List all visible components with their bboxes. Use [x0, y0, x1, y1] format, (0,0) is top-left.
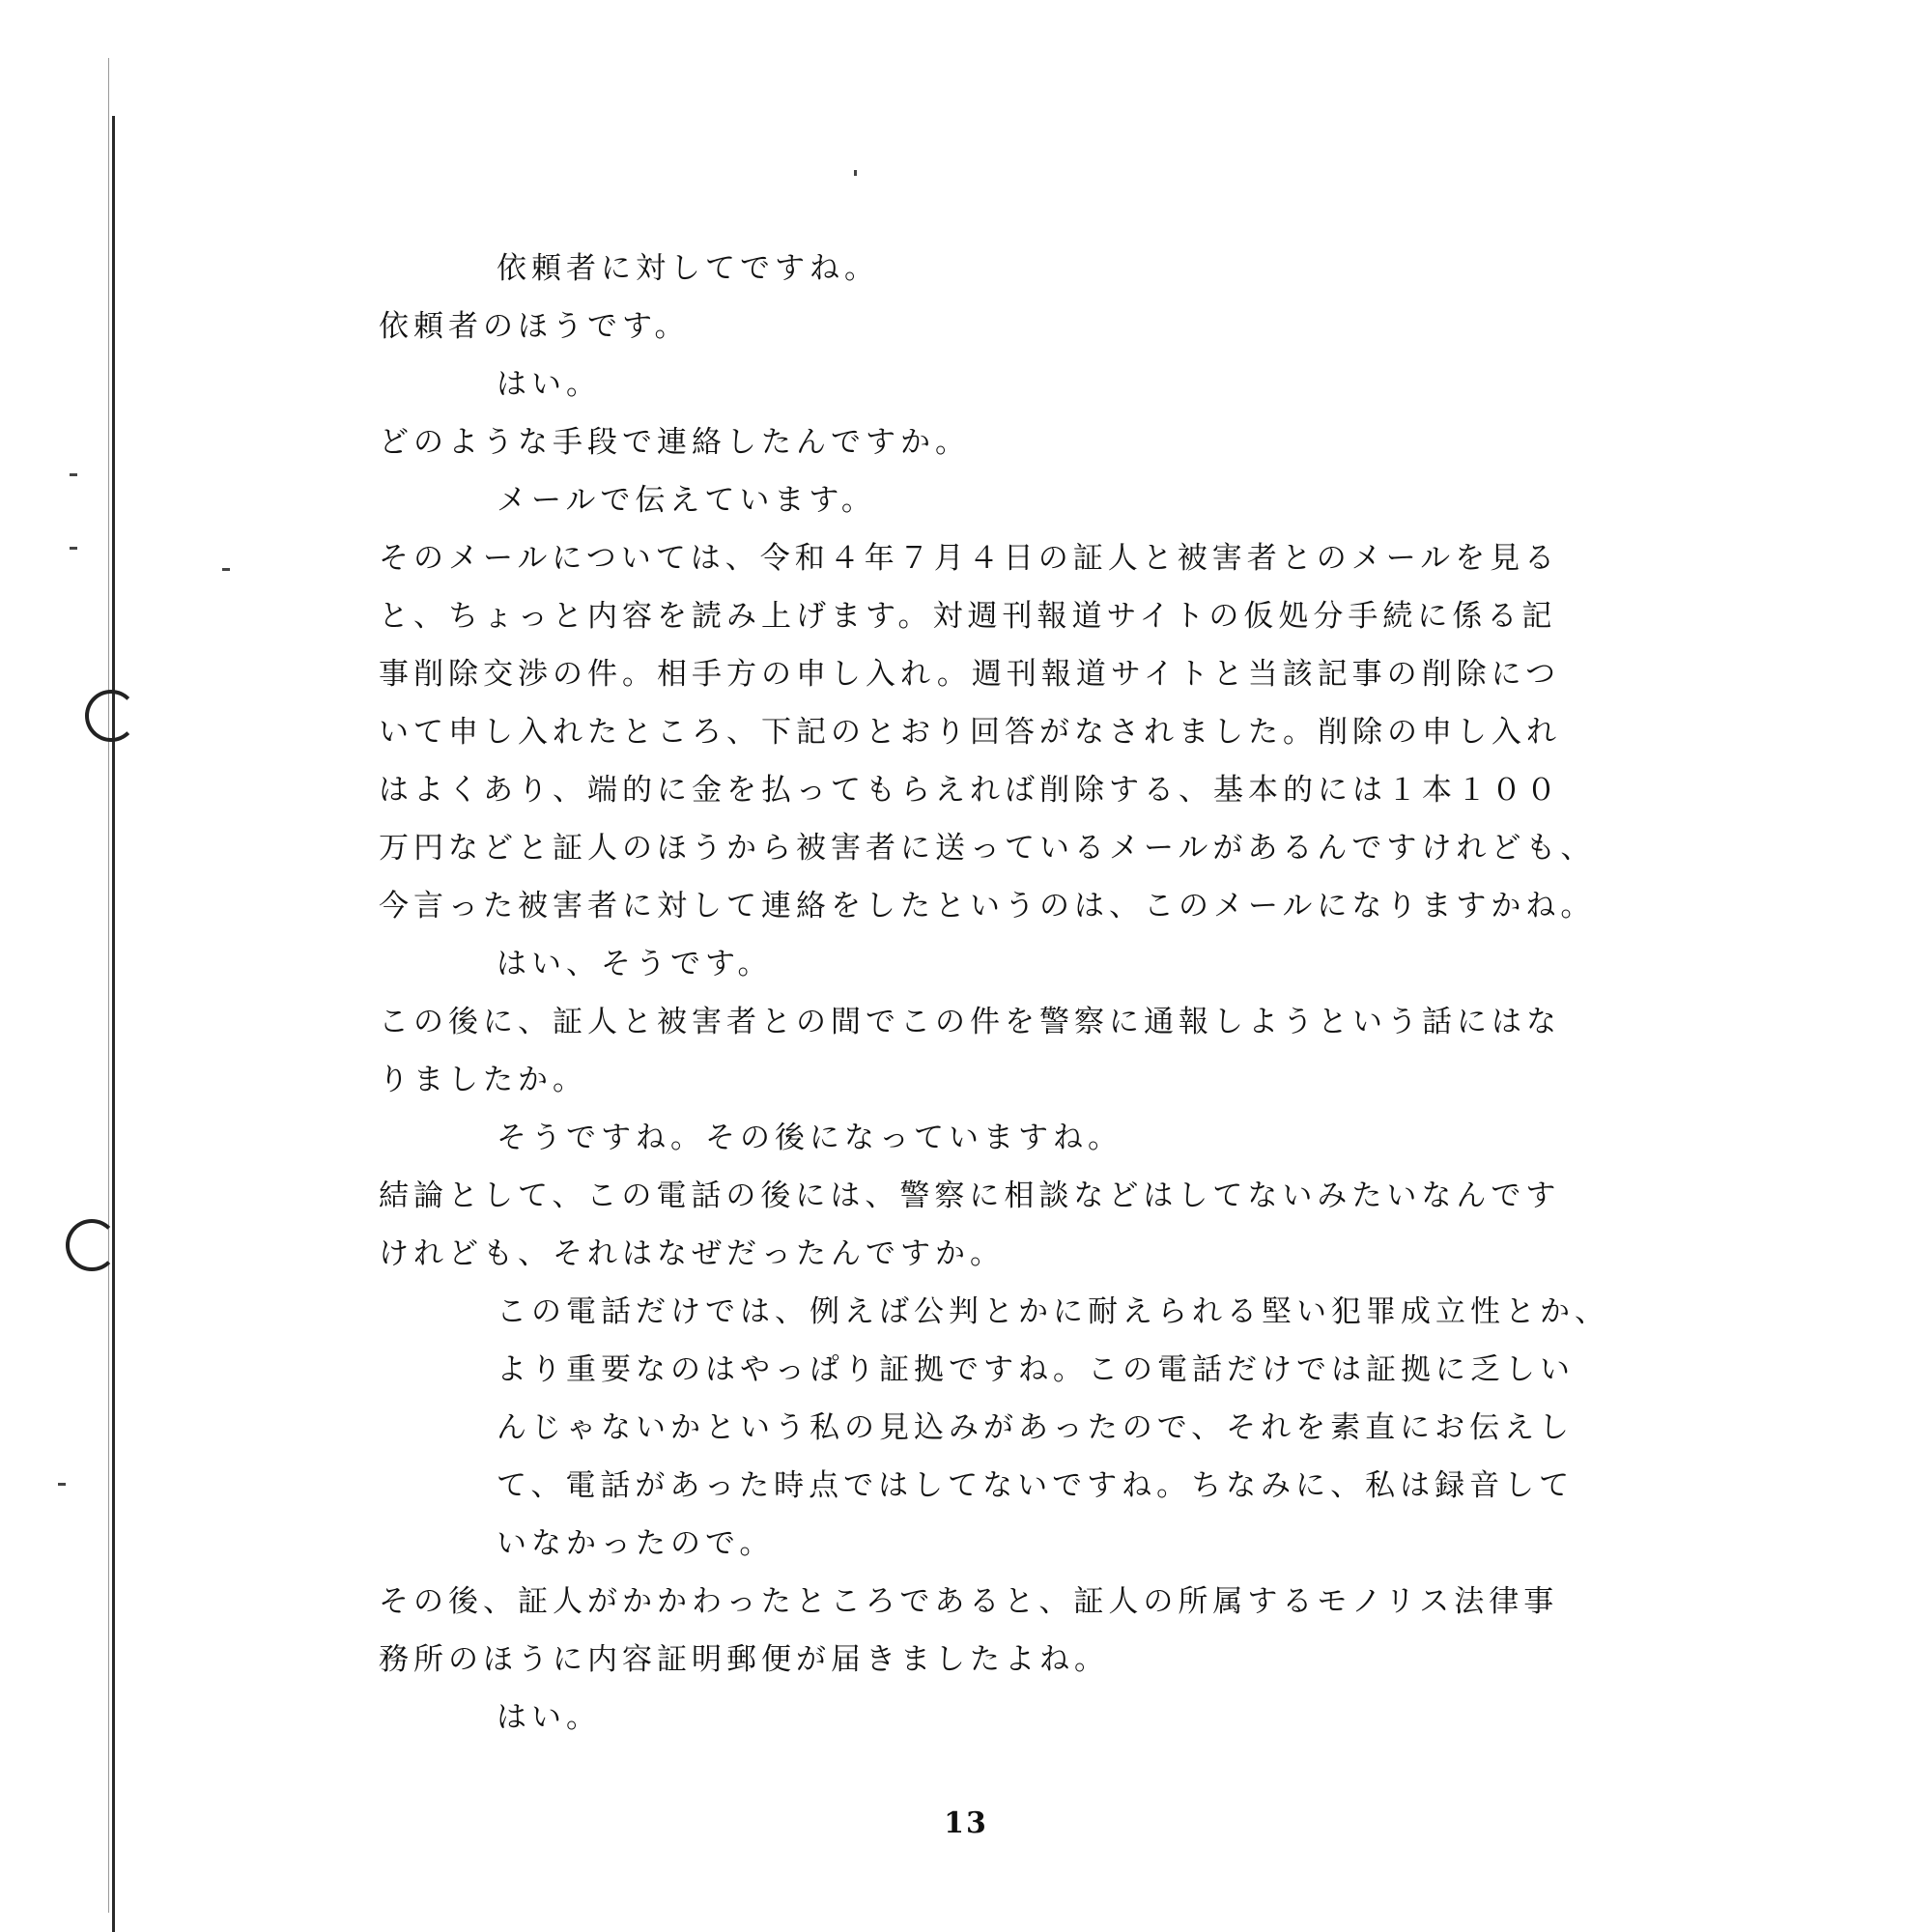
question-line: はよくあり、端的に金を払ってもらえれば削除する、基本的には１本１００ — [379, 773, 1561, 808]
question-line: と、ちょっと内容を読み上げます。対週刊報道サイトの仮処分手続に係る記 — [379, 599, 1557, 634]
punch-hole-icon — [66, 1219, 118, 1271]
question-line: そのメールについては、令和４年７月４日の証人と被害者とのメールを見る — [379, 541, 1560, 576]
answer-line: て、電話があった時点ではしてないですね。ちなみに、私は録音して — [497, 1468, 1575, 1503]
answer-line: いなかったので。 — [497, 1526, 775, 1561]
question-line: その後、証人がかかわったところであると、証人の所属するモノリス法律事 — [379, 1584, 1559, 1619]
question-line: けれども、それはなぜだったんですか。 — [379, 1236, 1005, 1271]
scan-speck — [70, 547, 77, 550]
answer-line: んじゃないかという私の見込みがあったので、それを素直にお伝えし — [497, 1410, 1575, 1445]
question-line: りましたか。 — [379, 1063, 587, 1097]
answer-line: この電話だけでは、例えば公判とかに耐えられる堅い犯罪成立性とか、 — [497, 1294, 1609, 1329]
scan-speck — [70, 473, 77, 476]
question-line: この後に、証人と被害者との間でこの件を警察に通報しようという話にはな — [379, 1005, 1561, 1039]
question-line: 務所のほうに内容証明郵便が届きましたよね。 — [379, 1642, 1109, 1677]
question-line: 事削除交渉の件。相手方の申し入れ。週刊報道サイトと当該記事の削除につ — [379, 657, 1561, 692]
answer-line: はい、そうです。 — [497, 947, 773, 981]
answer-line: そうですね。その後になっていますね。 — [497, 1121, 1122, 1155]
question-line: どのような手段で連絡したんですか。 — [379, 425, 970, 460]
question-line: いて申し入れたところ、下記のとおり回答がなされました。削除の申し入れ — [379, 715, 1561, 750]
binding-margin-faint-line — [108, 58, 109, 1913]
transcript-body — [379, 240, 1770, 1747]
scan-speck — [58, 1483, 66, 1486]
question-line: 万円などと証人のほうから被害者に送っているメールがあるんですけれども、 — [379, 831, 1596, 866]
scan-speck — [854, 170, 857, 176]
question-line: 結論として、この電話の後には、警察に相談などはしてないみたいなんです — [379, 1179, 1561, 1213]
answer-line: はい。 — [497, 367, 601, 402]
binding-margin-line — [112, 116, 115, 1932]
answer-line: メールで伝えています。 — [497, 483, 876, 518]
answer-line: より重要なのはやっぱり証拠ですね。この電話だけでは証拠に乏しい — [497, 1352, 1575, 1387]
page-number: 13 — [944, 1806, 988, 1840]
answer-line: 依頼者に対してですね。 — [497, 251, 879, 286]
scan-speck — [222, 568, 230, 571]
question-line: 今言った被害者に対して連絡をしたというのは、このメールになりますかね。 — [379, 889, 1596, 923]
question-line: 依頼者のほうです。 — [379, 309, 690, 344]
answer-line: はい。 — [497, 1700, 601, 1735]
punch-hole-icon — [85, 690, 137, 742]
